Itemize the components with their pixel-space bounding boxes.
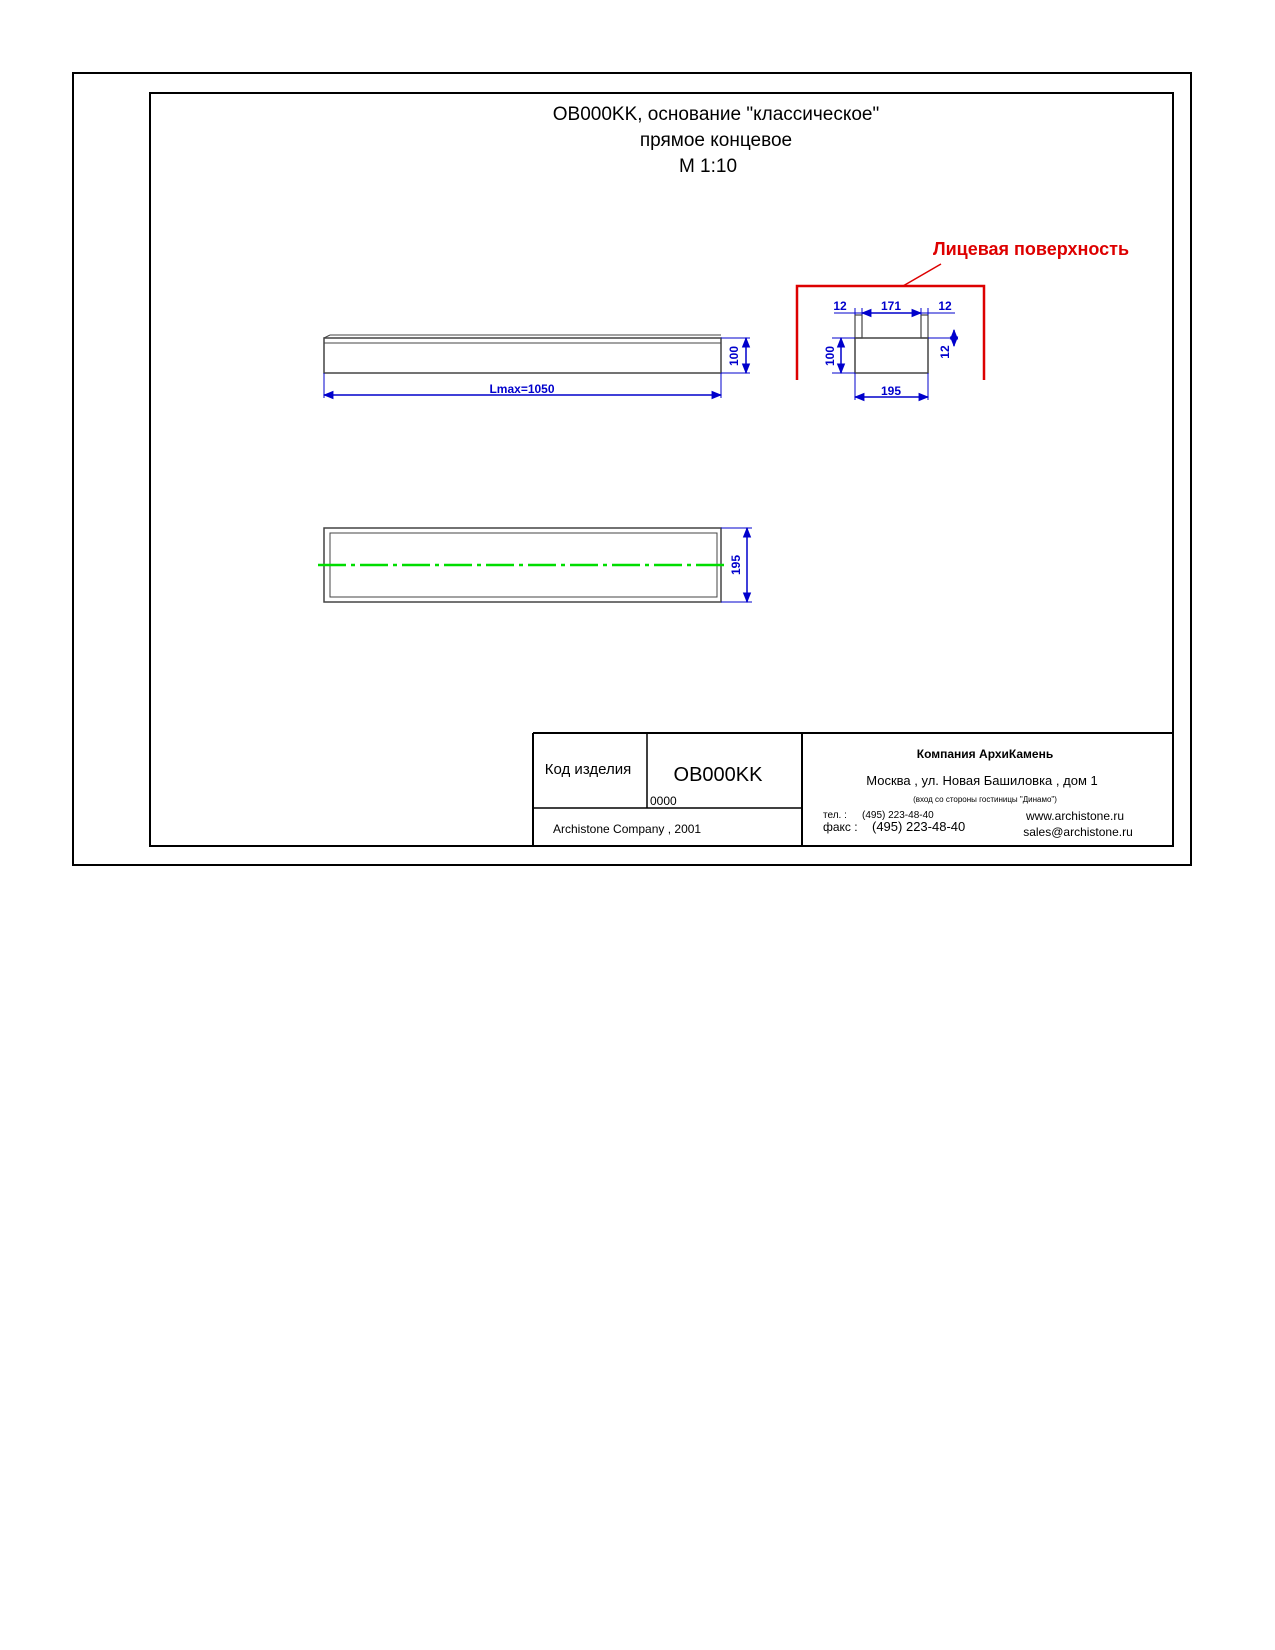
company-name: Компания АрхиКамень — [916, 747, 1054, 761]
company-address: Москва , ул. Новая Башиловка , дом 1 — [866, 773, 1098, 788]
dim-front-height: 100 — [727, 345, 741, 367]
dim-plan-width: 195 — [729, 554, 743, 576]
dim-side-height: 100 — [823, 345, 837, 367]
dim-side-top-right: 12 — [938, 299, 952, 313]
fax-label: факс : — [823, 820, 858, 834]
product-code-sub: 0000 — [650, 794, 677, 808]
dim-side-top-left: 12 — [833, 299, 847, 313]
company-footer: Archistone Company , 2001 — [553, 822, 702, 836]
dim-side-top-mid: 171 — [880, 299, 902, 313]
dim-side-right: 12 — [938, 345, 952, 359]
face-surface-marker — [797, 264, 1132, 380]
tel-value: (495) 223-48-40 — [862, 810, 934, 821]
drawing-title-line1: OB000KK, основание "классическое" — [552, 104, 880, 125]
company-address-note: (вход со стороны гостиницы "Динамо") — [913, 795, 1057, 804]
plan-view — [318, 528, 752, 602]
drawing-title-line2: прямое концевое — [639, 130, 793, 151]
tel-label: тел. : — [823, 810, 847, 821]
product-code-label: Код изделия — [544, 761, 632, 778]
dim-side-width: 195 — [880, 384, 902, 398]
dim-front-length: Lmax=1050 — [489, 382, 555, 396]
company-website[interactable]: www.archistone.ru — [1025, 809, 1125, 823]
drawing-scale: М 1:10 — [678, 156, 738, 177]
product-code-value: OB000KK — [673, 764, 763, 786]
fax-value: (495) 223-48-40 — [872, 819, 966, 834]
company-email[interactable]: sales@archistone.ru — [1023, 825, 1133, 839]
face-surface-label: Лицевая поверхность — [932, 239, 1130, 259]
